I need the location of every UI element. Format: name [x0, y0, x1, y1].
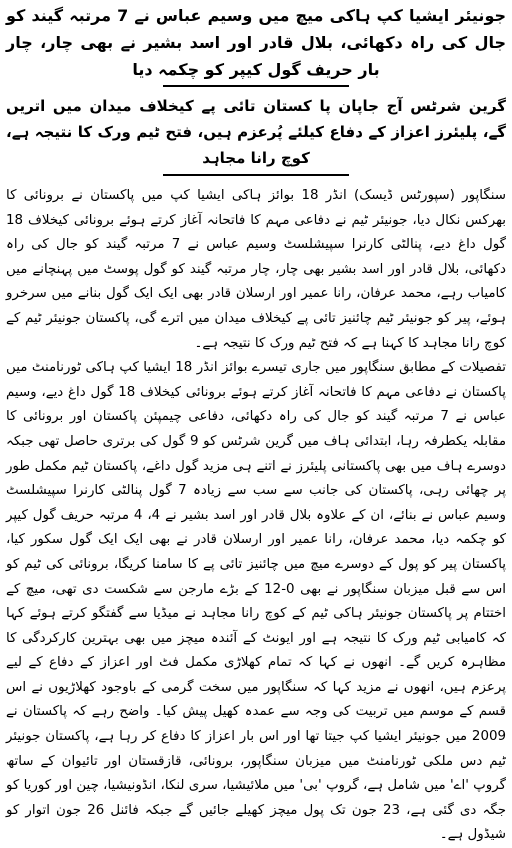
subhead-divider	[163, 174, 349, 176]
headline-divider	[163, 85, 349, 87]
article-paragraph-2: تفصیلات کے مطابق سنگاپور میں جاری تیسرے بوائز انڈر 18 ایشیا کپ ہاکی ٹورنامنٹ میں پاکستان نے دفاعی مہم کا فاتحانہ آغاز کرتے ہوئے برونائی کیخلاف 18 گول داغ دیے، وسیم عباس نے 7 مرتبہ گیند کو جال کی راہ دکھائی، دفاعی چیمپئن پاکستان اور برونائی کا مقابلہ یکطرفہ رہا، ابتدائی ہاف میں گرین شرٹس کو 9 گول کی برتری حاصل تھی جبکہ دوسرے ہاف میں بھی پاکستانی پلیئرز نے اتنے ہی مزید گول داغے، پاکستان ٹیم مکمل طور پر چھائی رہی، پاکستان کی جانب سے سب سے زیادہ 7 گول پنالٹی کارنرا سپیشلسٹ وسیم عباس نے بنائے، ان کے علاوہ بلال قادر اور اسد بشیر نے 4، 4 مرتبہ حریف گول کیپر کو چکمہ دیا، محمد عرفان، رانا عمیر اور ارسلان قادر نے بھی ایک ایک گول سکور کیا، پاکستان پیر کو پول کے دوسرے میچ میں چائنیز تائی پے کا سامنا کریگا، برونائی کی ٹیم کو اس سے قبل میزبان سنگاپور نے بھی 0-12 کے بڑے مارجن سے شکست دی تھی، میچ کے اختتام پر پاکستان جونیئر ہاکی ٹیم کے کوچ رانا مجاہد نے میڈیا سے گفتگو کرتے ہوئے کہا کہ کامیابی ٹیم ورک کا نتیجہ ہے اور ایونٹ کے آئندہ میچز میں بھی بہترین کارکردگی کا مظاہرہ کریں گے۔ انھوں نے کہا کہ تمام کھلاڑی مکمل فٹ اور اعزاز کے دفاع کے لیے پرعزم ہیں، انھوں نے مزید کہا کہ سنگاپور میں سخت گرمی کے باوجود کھلاڑیوں نے اس قسم کے موسم میں تربیت کی وجہ سے عمدہ کھیل پیش کیا۔ واضح رہے کہ پاکستان نے 2009 میں جونیئر ایشیا کپ جیتا تھا اور اس بار اعزاز کا دفاع کر رہا ہے، پاکستان جونیئر ٹیم دس ملکی ٹورنامنٹ میں میزبان سنگاپور، برونائی، قازقستان اور تائیوان کے ساتھ گروپ 'اے' میں شامل ہے، گروپ 'بی' میں ملائیشیا، سری لنکا، انڈونیشیا، چین اور کوریا کو جگہ دی گئی ہے، 23 جون تک پول میچز کھیلے جائیں گے جبکہ فائنل 26 جون اتوار کو شیڈول ہے۔	[6, 360, 506, 843]
article-subhead: گرین شرٹس آج جاپان پا کستان تائی پے کیخلاف میدان میں اتریں گے، پلیئرز اعزاز کے دفاع کیلئے پُرعزم ہیں، فتح ٹیم ورک کا نتیجہ ہے، کوچ رانا مجاہد	[6, 97, 506, 167]
article-paragraph-1: سنگاپور (سپورٹس ڈیسک) انڈر 18 بوائز ہاکی ایشیا کپ میں پاکستان نے برونائی کا بھرکس نکال دیا، جونیئر ٹیم نے دفاعی مہم کا فاتحانہ آغاز کرتے ہوئے برونائی کیخلاف 18 گول داغ دیے، پنالٹی کارنرا سپیشلسٹ وسیم عباس نے 7 مرتبہ گیند کو جال کی راہ دکھائی، بلال قادر اور اسد بشیر بھی چار، چار مرتبہ گیند کو گول پوسٹ میں پہنچانے میں کامیاب رہے، محمد عرفان، رانا عمیر اور ارسلان قادر بھی ایک ایک گول بنانے میں سرخرو ہوئے، پیر کو جونیئر ٹیم چائنیز تائی پے کیخلاف میدان میں اترے گی، پاکستان جونیئر ٹیم کے کوچ رانا مجاہد کا کہنا ہے کہ فتح ٹیم ورک کا نتیجہ ہے۔	[6, 188, 506, 351]
news-article	[4, 0, 508, 843]
article-headline: جونیئر ایشیا کپ ہاکی میچ میں وسیم عباس نے 7 مرتبہ گیند کو جال کی راہ دکھائی، بلال قادر اور اسد بشیر نے بھی چار، چار بار حریف گول کیپر کو چکمہ دیا	[6, 6, 507, 79]
